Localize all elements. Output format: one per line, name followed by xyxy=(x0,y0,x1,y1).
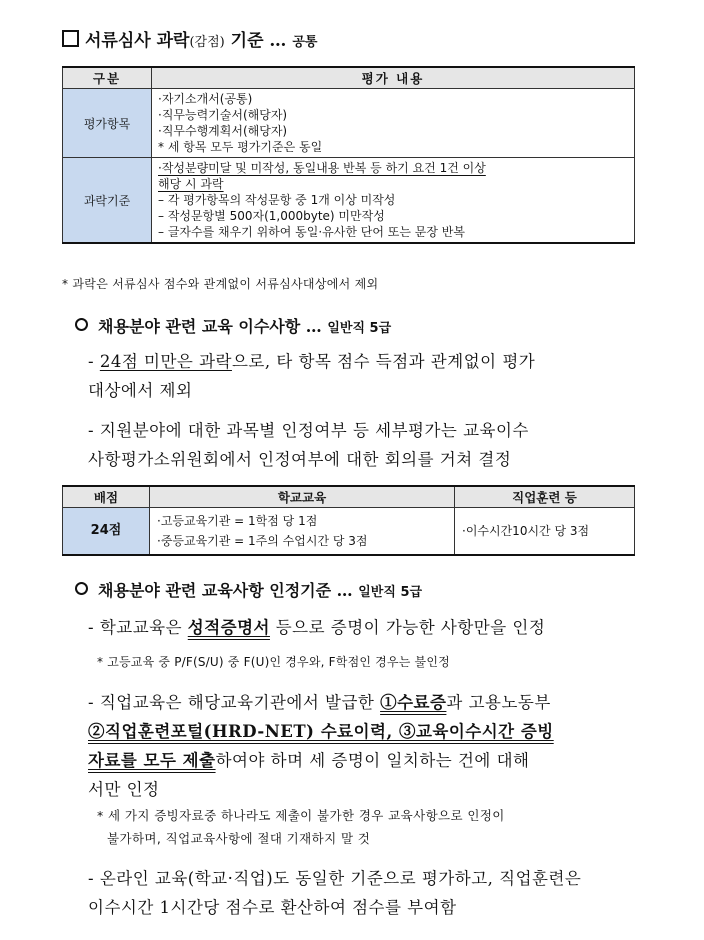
header-score: 배점 xyxy=(63,486,150,508)
section-3-title: 채용분야 관련 교육사항 인정기준 … xyxy=(98,581,353,600)
category-cell: 평가항목 xyxy=(63,89,152,158)
category-cell: 과락기준 xyxy=(63,158,152,244)
section-3-heading xyxy=(75,578,422,601)
dash: - xyxy=(88,352,100,371)
section-1-title: 서류심사 과락 xyxy=(85,31,190,51)
section-2-scope: 일반직 5급 xyxy=(327,321,392,336)
item-line: ·직무수행계획서(해당자) xyxy=(158,124,288,138)
vocational-cell: ·이수시간10시간 당 3점 xyxy=(455,508,635,556)
section-3-paragraph-1 xyxy=(88,613,545,642)
p2-line2: 사항평가소위원회에서 인정여부에 대한 회의를 거쳐 결정 xyxy=(88,450,512,469)
section-2-paragraph-1 xyxy=(88,347,535,405)
table-row xyxy=(63,89,635,158)
section-1-scope: 공통 xyxy=(292,35,318,50)
note2-line1: * 세 가지 증빙자료중 하나라도 제출이 불가한 경우 교육사항으로 인정이 xyxy=(97,808,505,823)
score-cell: 24점 xyxy=(63,508,150,556)
p2-line1: - 지원분야에 대한 과목별 인정여부 등 세부평가는 교육이수 xyxy=(88,421,529,440)
transcript-text: 성적증명서 xyxy=(187,618,270,637)
p3-line1: - 온라인 교육(학교·직업)도 동일한 기준으로 평가하고, 직업훈련은 xyxy=(88,869,582,888)
table-header-row xyxy=(63,486,635,508)
school-line: ·고등교육기관 = 1학점 당 1점 xyxy=(157,514,318,528)
circle-bullet-icon xyxy=(75,582,88,595)
header-category: 구분 xyxy=(63,67,152,89)
section-1-note: * 과락은 서류심사 점수와 관계없이 서류심사대상에서 제외 xyxy=(62,277,379,291)
p2-line4: 서만 인정 xyxy=(88,780,160,799)
section-2-title: 채용분야 관련 교육 이수사항 … xyxy=(98,317,322,336)
p1-text: 으로, 타 항목 점수 득점과 관계없이 평가 xyxy=(231,352,536,371)
fail-threshold-text: 24점 미만은 과락 xyxy=(99,352,232,371)
item-line: ·직무능력기술서(해당자) xyxy=(158,108,288,122)
section-1-heading xyxy=(62,26,317,51)
section-3-note-1: * 고등교육 중 P/F(S/U) 중 F(U)인 경우와, F학점인 경우는 불인정 xyxy=(97,655,450,669)
item-line: – 글자수를 채우기 위하여 동일·유사한 단어 또는 문장 반복 xyxy=(158,225,465,239)
p2-mid: 과 고용노동부 xyxy=(446,693,551,712)
header-vocational: 직업훈련 등 xyxy=(455,486,635,508)
checkbox-square-icon xyxy=(62,30,79,47)
education-score-table xyxy=(62,485,635,556)
section-3-note-2 xyxy=(97,804,505,850)
table-row xyxy=(63,508,635,556)
circle-bullet-icon xyxy=(75,318,88,331)
item-line: – 작성문항별 500자(1,000byte) 미만작성 xyxy=(158,209,385,223)
p3-line2: 이수시간 1시간당 점수로 환산하여 점수를 부여함 xyxy=(88,898,457,917)
p2-pre: - 직업교육은 해당교육기관에서 발급한 xyxy=(88,693,381,712)
item-line: ·자기소개서(공통) xyxy=(158,92,253,106)
header-school: 학교교육 xyxy=(150,486,455,508)
certificate-text: ①수료증 xyxy=(380,693,447,712)
p1-post: 등으로 증명이 가능한 사항만을 인정 xyxy=(269,618,546,637)
p1-pre: - 학교교육은 xyxy=(88,618,188,637)
table-header-row xyxy=(63,67,635,89)
p2-line3-post: 하여야 하며 세 증명이 일치하는 건에 대해 xyxy=(215,751,530,770)
section-3-scope: 일반직 5급 xyxy=(358,585,423,600)
section-2-paragraph-2 xyxy=(88,416,529,474)
item-line: * 세 항목 모두 평가기준은 동일 xyxy=(158,140,323,154)
section-2-heading xyxy=(75,314,391,337)
note2-line2: 불가하며, 직업교육사항에 절대 기재하지 말 것 xyxy=(107,831,371,846)
header-content: 평가 내용 xyxy=(152,67,635,89)
section-1-title-tail: 기준 … xyxy=(230,31,287,51)
section-3-paragraph-3 xyxy=(88,864,581,922)
item-line: – 각 평가항목의 작성문항 중 1개 이상 미작성 xyxy=(158,193,396,207)
p2-line2: ②직업훈련포털(HRD-NET) 수료이력, ③교육이수시간 증빙 xyxy=(88,722,554,741)
p1-line2: 대상에서 제외 xyxy=(88,381,193,400)
table-row xyxy=(63,158,635,244)
section-1-title-paren: (감점) xyxy=(189,35,225,50)
item-line: ·작성분량미달 및 미작성, 동일내용 반복 등 하기 요건 1건 이상 xyxy=(158,161,486,175)
p2-line3-bold: 자료를 모두 제출 xyxy=(88,751,216,770)
fail-criteria-table xyxy=(62,66,635,244)
section-3-paragraph-2 xyxy=(88,688,554,804)
school-line: ·중등교육기관 = 1주의 수업시간 당 3점 xyxy=(157,534,368,548)
item-line: 해당 시 과락 xyxy=(158,177,224,191)
